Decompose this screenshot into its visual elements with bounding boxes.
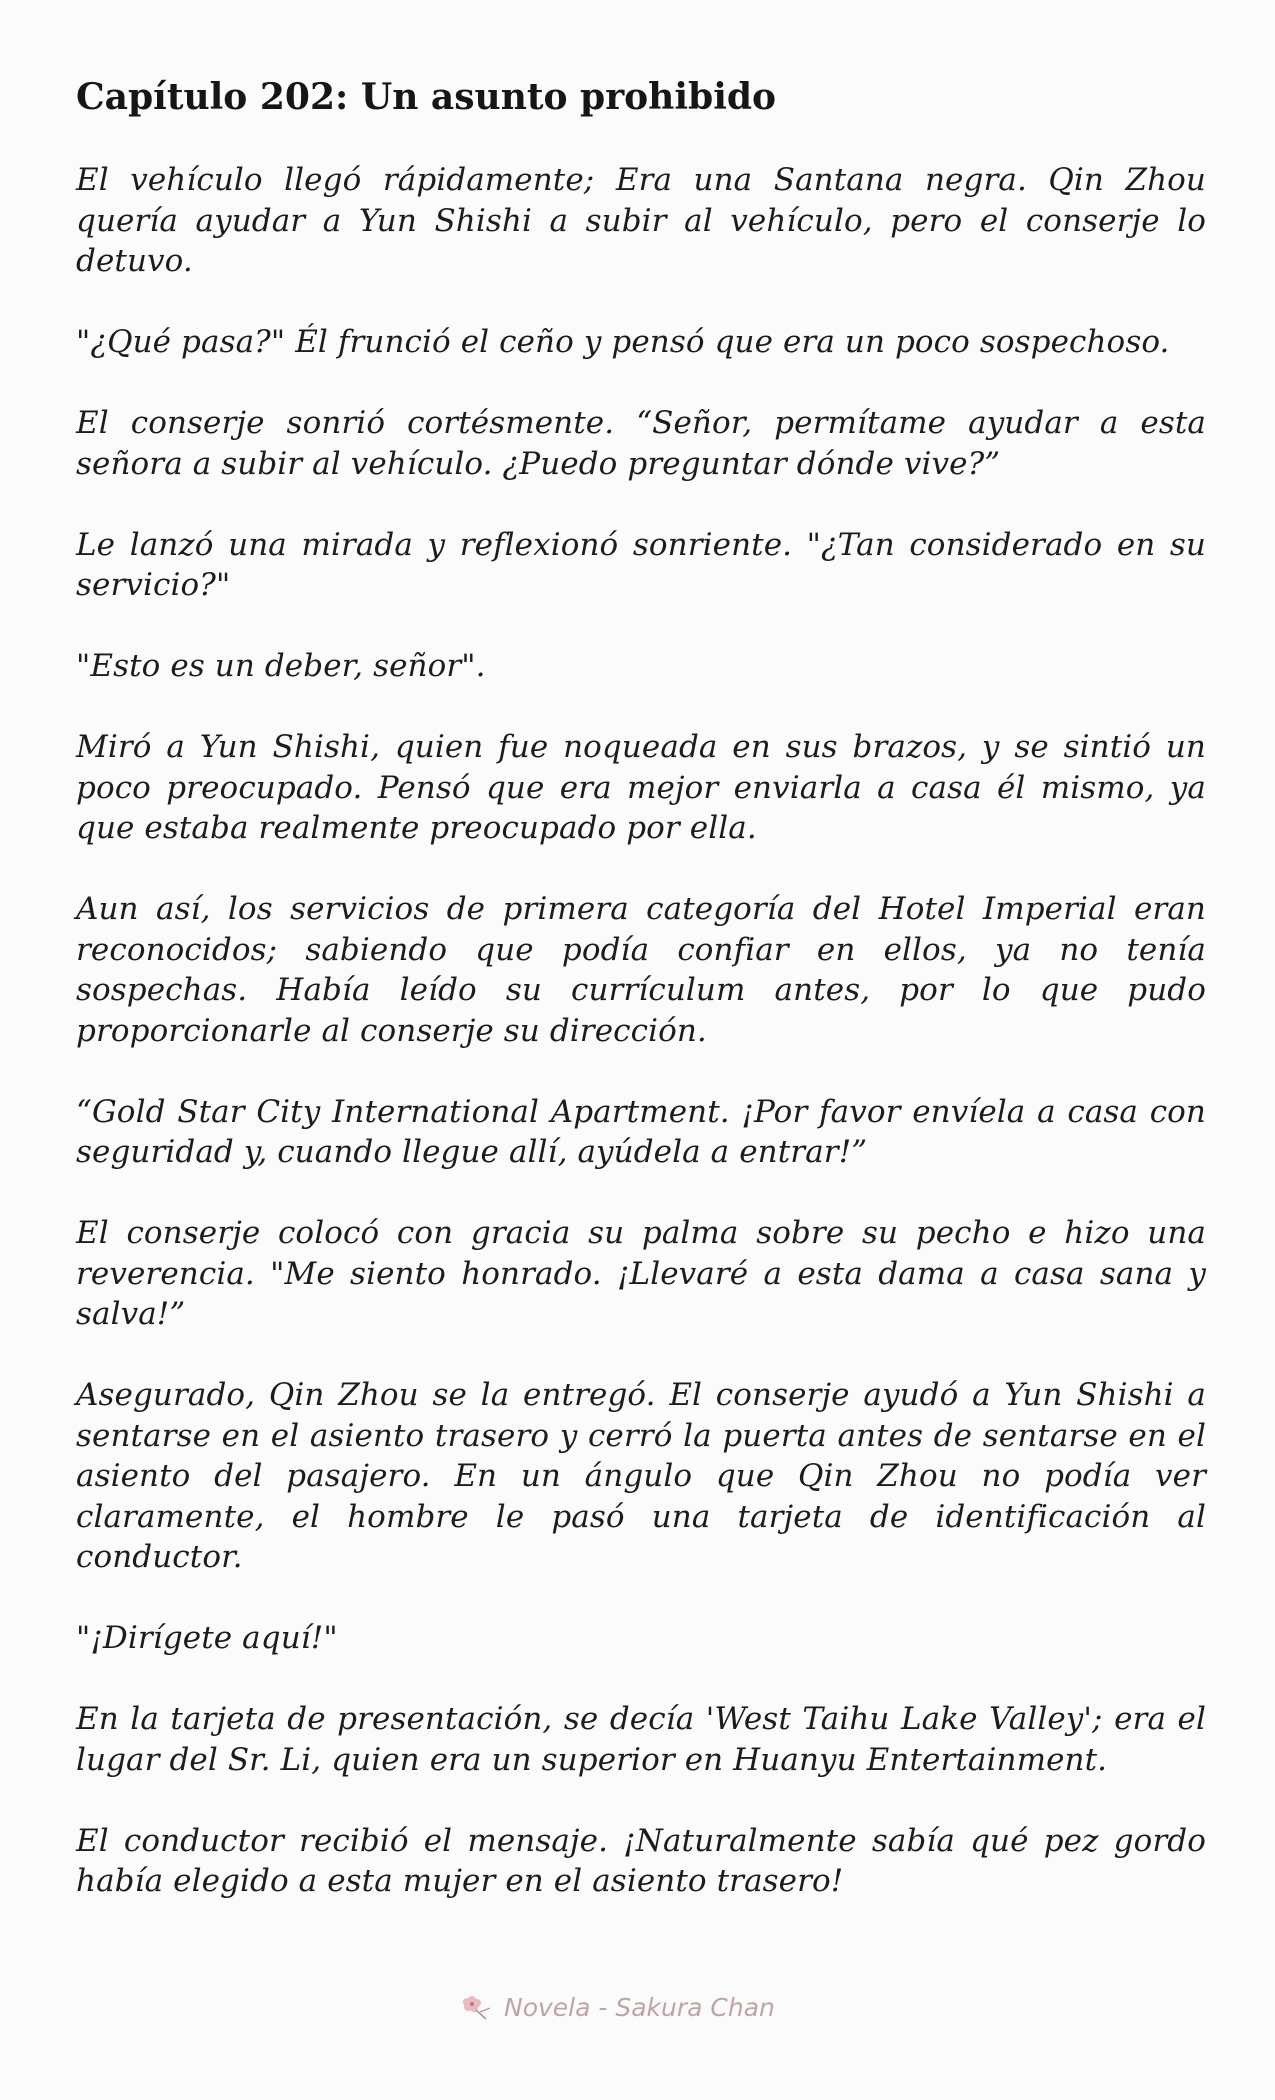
paragraph: Aun así, los servicios de primera categoría del Hotel Imperial eran reconocidos; sabiendo que podía confiar en ellos, ya no tenía sospechas. Había leído su currículum antes, por lo que pudo proporcionarle al conserje su dirección.: [76, 891, 1206, 1049]
paragraph: Le lanzó una mirada y reflexionó sonriente. "¿Tan considerado en su servicio?": [76, 526, 1206, 603]
paragraph: El conserje sonrió cortésmente. “Señor, permítame ayudar a esta señora a subir al vehículo. ¿Puedo preguntar dónde vive?”: [76, 405, 1206, 482]
watermark: [462, 1992, 775, 2022]
chapter-body: [76, 160, 1206, 1902]
sakura-flower-icon: [462, 1992, 498, 2022]
paragraph: El conductor recibió el mensaje. ¡Naturalmente sabía qué pez gordo había elegido a esta mujer en el asiento trasero!: [76, 1822, 1206, 1899]
paragraph: El vehículo llegó rápidamente; Era una Santana negra. Qin Zhou quería ayudar a Yun Shishi a subir al vehículo, pero el conserje lo detuvo.: [76, 162, 1206, 279]
paragraph: "¿Qué pasa?" Él frunció el ceño y pensó que era un poco sospechoso.: [76, 324, 1170, 360]
watermark-text: Novela - Sakura Chan: [504, 1992, 775, 2022]
chapter-title: Capítulo 202: Un asunto prohibido: [76, 76, 777, 118]
paragraph: Asegurado, Qin Zhou se la entregó. El conserje ayudó a Yun Shishi a sentarse en el asiento trasero y cerró la puerta antes de sentarse en el asiento del pasajero. En un ángulo que Qin Zhou no podía ver claramente, el hombre le pasó una tarjeta de identificación al conductor.: [76, 1377, 1206, 1575]
paragraph: "¡Dirígete aquí!": [76, 1620, 338, 1656]
paragraph: Miró a Yun Shishi, quien fue noqueada en sus brazos, y se sintió un poco preocupado. Pensó que era mejor enviarla a casa él mismo, ya que estaba realmente preocupado por ella.: [76, 729, 1206, 846]
paragraph: "Esto es un deber, señor".: [76, 648, 486, 684]
paragraph: En la tarjeta de presentación, se decía 'West Taihu Lake Valley'; era el lugar del Sr. Li, quien era un superior en Huanyu Entertainment.: [76, 1701, 1206, 1778]
paragraph: “Gold Star City International Apartment. ¡Por favor envíela a casa con seguridad y, cuando llegue allí, ayúdela a entrar!”: [76, 1093, 1206, 1170]
paragraph: El conserje colocó con gracia su palma sobre su pecho e hizo una reverencia. "Me siento honrado. ¡Llevaré a esta dama a casa sana y salva!”: [76, 1215, 1206, 1332]
